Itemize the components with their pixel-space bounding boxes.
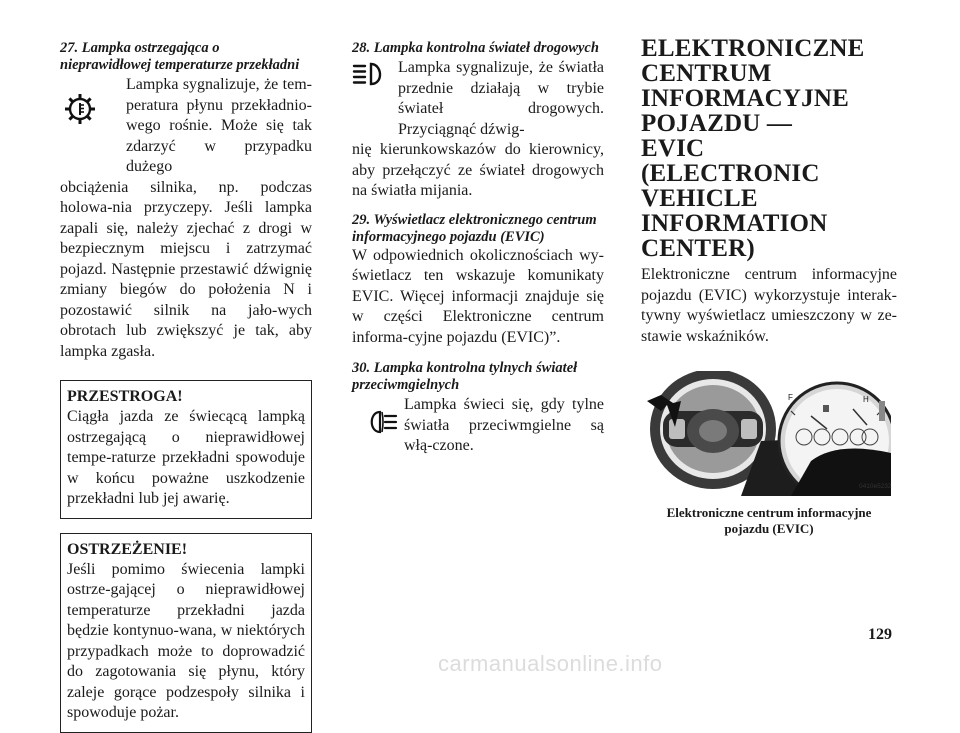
- warning-box: [60, 533, 312, 733]
- figure-caption: Elektroniczne centrum informacyjne pojazdu (EVIC): [666, 505, 872, 536]
- warning-title: OSTRZEŻENIE!: [67, 540, 188, 558]
- item-28-body: nię kierunkowskazów do kierownicy, aby przełączyć ze świateł drogowych na światła mijania.: [352, 141, 604, 199]
- evic-figure: [641, 371, 891, 496]
- caution-text: Ciągła jazda ze świecącą lampką ostrzegającą o nieprawidłowej tempe-raturze przekładni spowoduje w końcu poważne uszkodzenie przekładni lub jej awarię.: [67, 408, 305, 507]
- item-30-title: 30. Lampka kontrolna tylnych świateł przeciwmgielnych: [352, 360, 578, 393]
- item-27-icon-paragraph: [60, 75, 312, 178]
- transmission-temperature-icon: [62, 91, 98, 127]
- fuel-gauge-F-label: F: [788, 393, 793, 402]
- item-28-icon-paragraph: [352, 58, 604, 140]
- figure-code: 0410e5232: [859, 483, 892, 490]
- item-30-icon-paragraph: [352, 395, 604, 457]
- column-3: [641, 36, 897, 537]
- evic-intro: Elektroniczne centrum informacyjne pojazdu (EVIC) wykorzystuje interak-tywny wyświetlacz umieszczony w ze-stawie wskaźników.: [641, 266, 897, 345]
- temp-gauge-H-label: H: [863, 395, 869, 404]
- caution-box: [60, 380, 312, 519]
- item-27-title: 27. Lampka ostrzegająca o nieprawidłowej temperaturze przekładni: [60, 40, 300, 73]
- page-number: 129: [868, 626, 892, 643]
- item-29-text: W odpowiednich okolicznościach wy-świetlacz ten wskazuje komunikaty EVIC. Więcej informacji znajduje się w części Elektroniczne centrum informa-cyjne pojazdu (EVIC)”.: [352, 246, 604, 346]
- item-30-indented-text: Lampka świeci się, gdy tylne światła przeciwmgielne są włą-czone.: [404, 396, 604, 454]
- watermark: carmanualsonline.info: [438, 651, 663, 676]
- rear-fog-light-icon: [368, 409, 398, 435]
- section-heading: ELEKTRONICZNE CENTRUM INFORMACYJNE POJAZDU — EVIC (ELECTRONIC VEHICLE INFORMATION CENTER): [641, 35, 865, 262]
- high-beam-icon: [352, 62, 386, 86]
- steering-wheel-cluster-illustration: [641, 371, 891, 496]
- caution-title: PRZESTROGA!: [67, 388, 183, 405]
- item-29-title: 29. Wyświetlacz elektronicznego centrum informacyjnego pojazdu (EVIC): [352, 211, 597, 245]
- column-2: [352, 40, 604, 457]
- item-27-indented-text: Lampka sygnalizuje, że tem-peratura płynu przekładnio-wego rośnie. Może się tak zdarzyć w przypadku dużego: [126, 76, 312, 175]
- item-28-indented-text: Lampka sygnalizuje, że światła przednie działają w trybie świateł drogowych. Przyciągnąć dźwig-: [398, 59, 604, 138]
- item-27-body: obciążenia silnika, np. podczas holowa-nia przyczepy. Jeśli lampka zapali się, należy zjechać z drogi w bezpiecznym miejscu i zatrzymać pojazd. Następnie przestawić dźwignię zmiany biegów do położenia N i pozostawić silnik na jało-wych obrotach lub zwiększyć je tak, aby lampka zgasła.: [60, 178, 312, 360]
- item-28-title: 28. Lampka kontrolna świateł drogowych: [352, 40, 599, 56]
- column-1: [60, 40, 312, 733]
- warning-text: Jeśli pomimo świecenia lampki ostrze-gającej o nieprawidłowej temperaturze przekładni jazda będzie kontynuo-wana, w niektórych przypadkach może to doprowadzić do zagotowania się płynu, który zaleje gorące podzespoły silnika i spowoduje pożar.: [67, 560, 305, 721]
